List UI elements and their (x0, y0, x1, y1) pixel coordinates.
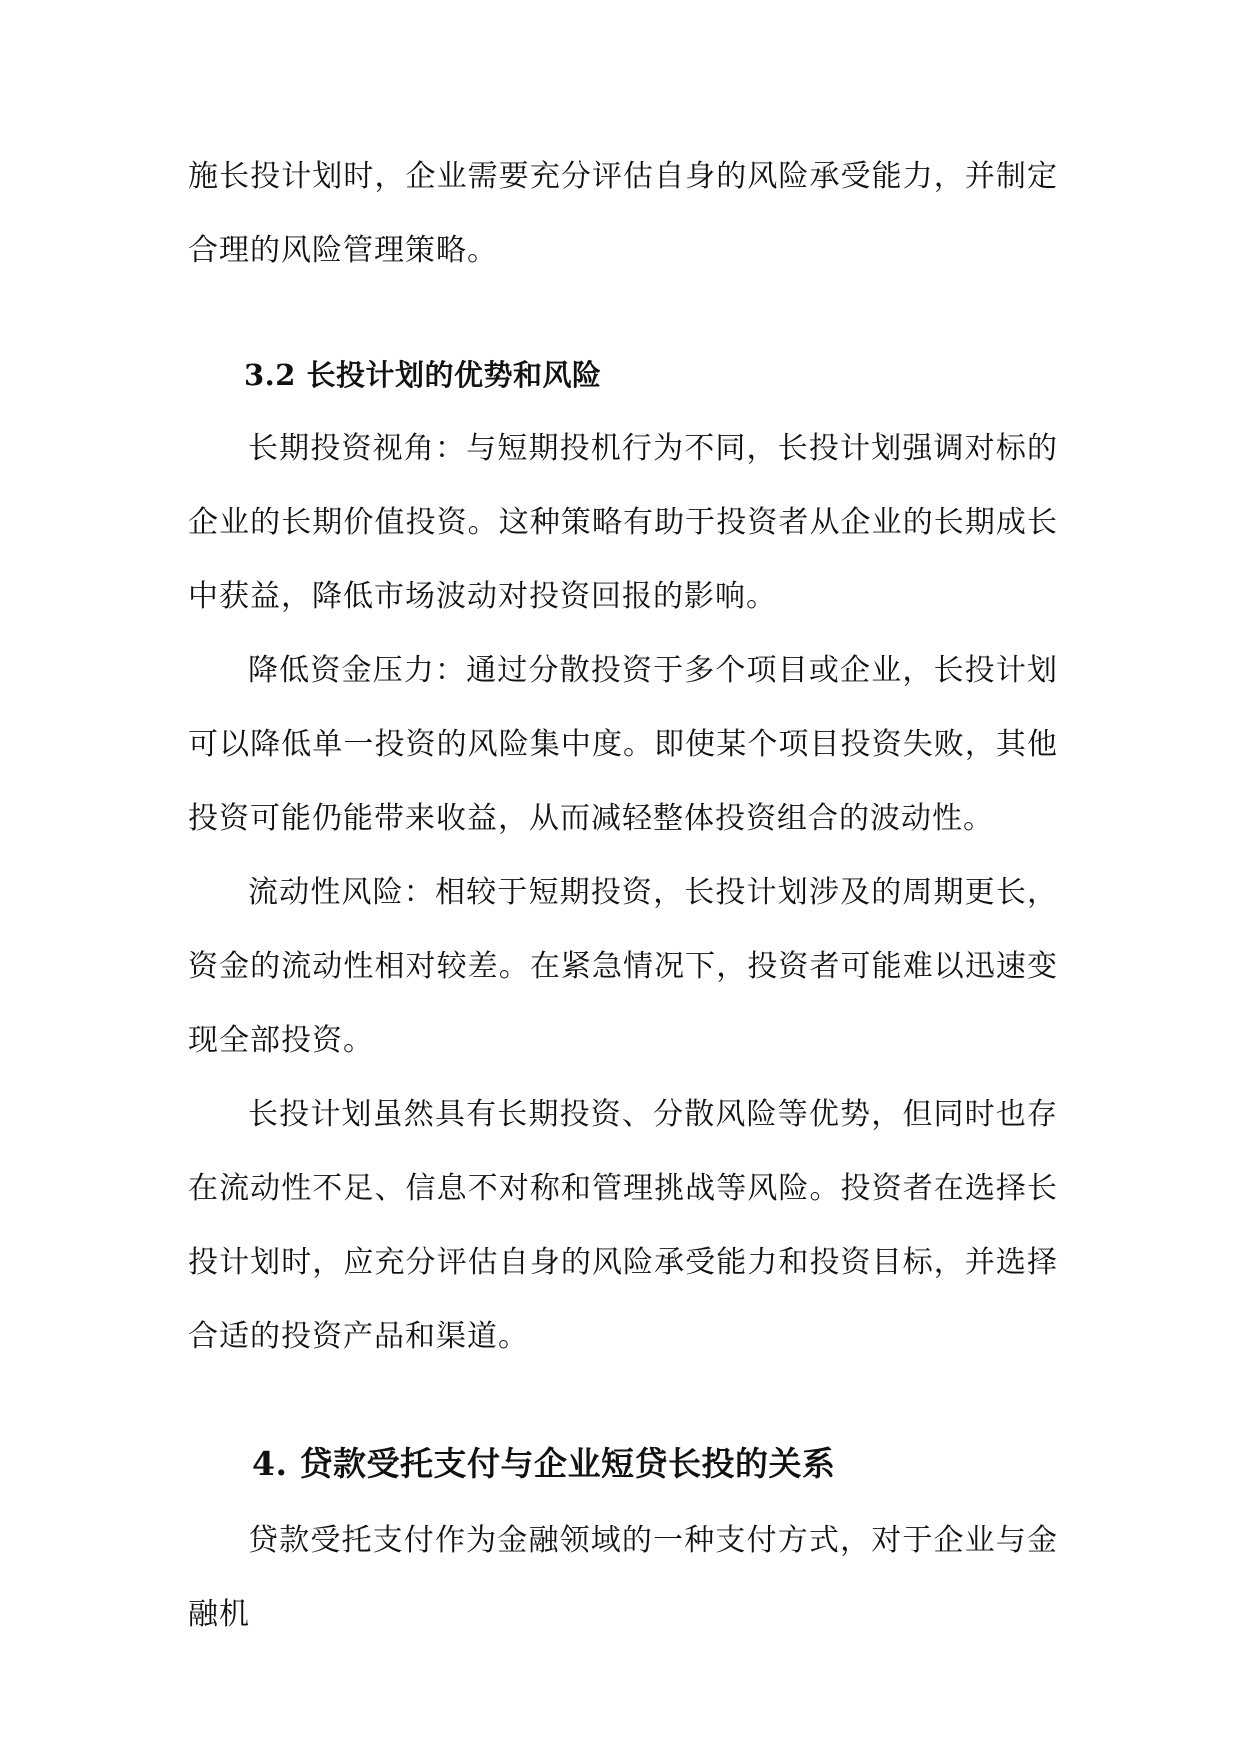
paragraph-summary: 长投计划虽然具有长期投资、分散风险等优势，但同时也存在流动性不足、信息不对称和管理挑战等风险。投资者在选择长投计划时，应充分评估自身的风险承受能力和投资目标，并选择合适的投资产品和渠道。 (188, 1097, 1058, 1354)
section-heading-4: 4. 贷款受托支付与企业短贷长投的关系 (252, 1444, 836, 1483)
paragraph-continued: 施长投计划时，企业需要充分评估自身的风险承受能力，并制定合理的风险管理策略。 (188, 159, 1058, 268)
paragraph-liquidity-risk: 流动性风险：相较于短期投资，长投计划涉及的周期更长，资金的流动性相对较差。在紧急情况下，投资者可能难以迅速变现全部投资。 (188, 875, 1058, 1058)
document-body (188, 140, 1058, 1652)
paragraph-long-term-perspective: 长期投资视角：与短期投机行为不同，长投计划强调对标的企业的长期价值投资。这种策略有助于投资者从企业的长期成长中获益，降低市场波动对投资回报的影响。 (188, 431, 1058, 614)
section-heading-3-2: 3.2 长投计划的优势和风险 (244, 358, 602, 392)
paragraph-reduce-capital-pressure: 降低资金压力：通过分散投资于多个项目或企业，长投计划可以降低单一投资的风险集中度。即使某个项目投资失败，其他投资可能仍能带来收益，从而减轻整体投资组合的波动性。 (188, 653, 1058, 836)
paragraph-entrusted-payment: 贷款受托支付作为金融领域的一种支付方式，对于企业与金融机 (188, 1523, 1058, 1632)
